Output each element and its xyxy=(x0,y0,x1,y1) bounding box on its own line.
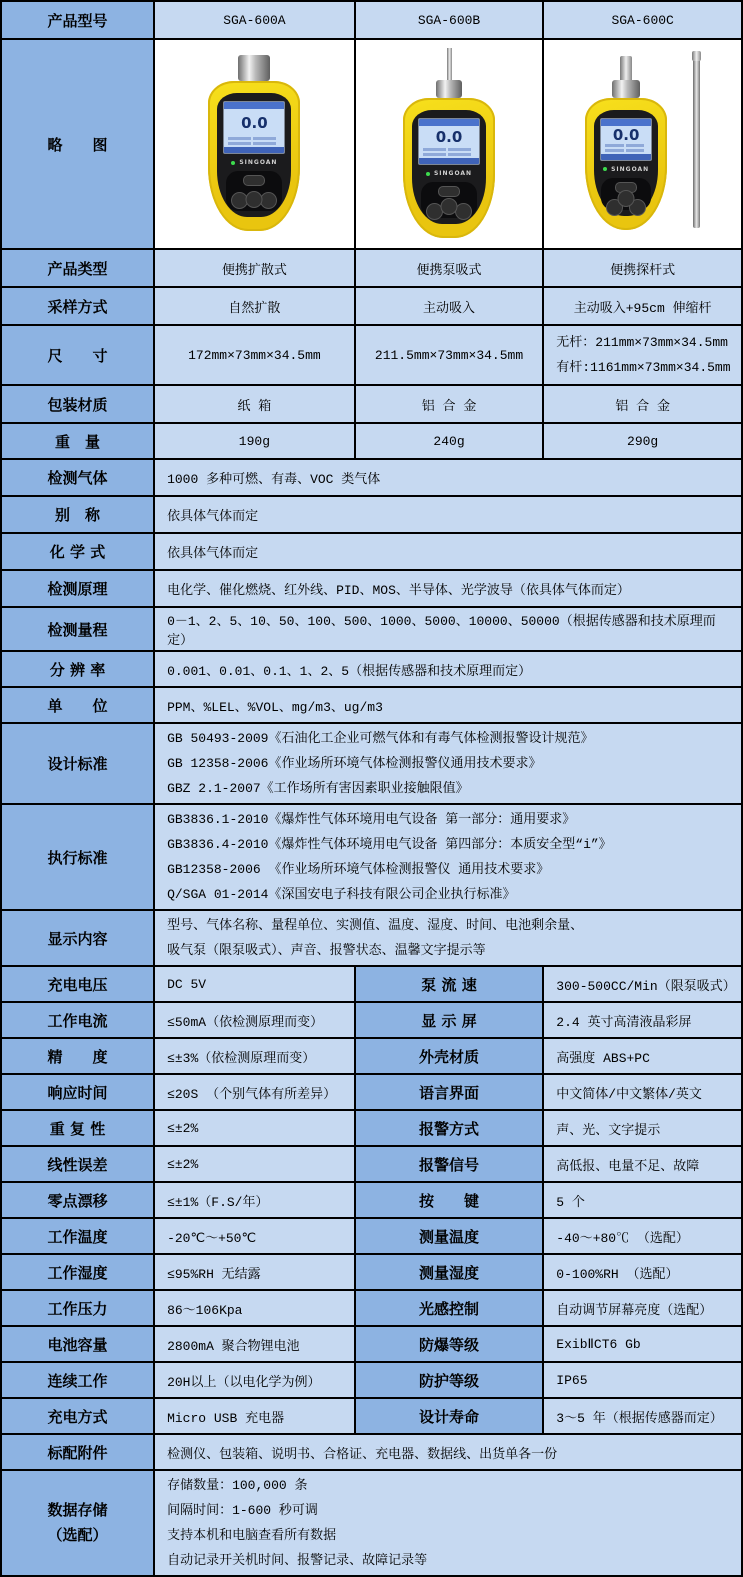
detect-range-value: 0－1、2、5、10、50、100、500、1000、5000、10000、50000（根据传感器和技术原理而定） xyxy=(154,607,742,651)
charging-method-label: 充电方式 xyxy=(1,1398,154,1434)
explosion-proof-label: 防爆等级 xyxy=(355,1326,544,1362)
continuous-working-label: 连续工作 xyxy=(1,1362,154,1398)
design-standard-label: 设计标准 xyxy=(1,723,154,804)
sampling-b: 主动吸入 xyxy=(355,287,544,325)
measure-temperature-label: 测量温度 xyxy=(355,1218,544,1254)
packing-material-label: 包装材质 xyxy=(1,385,154,423)
sampling-c: 主动吸入+95cm 伸缩杆 xyxy=(543,287,742,325)
button-pad xyxy=(226,171,282,211)
product-model-label: 产品型号 xyxy=(1,1,154,39)
shell-material-label: 外壳材质 xyxy=(355,1038,544,1074)
probe-rod xyxy=(620,56,632,80)
alarm-signal-label: 报警信号 xyxy=(355,1146,544,1182)
product-type-b: 便携泵吸式 xyxy=(355,249,544,287)
data-storage-label-line1: 数据存储 xyxy=(47,1501,108,1519)
row-accessories xyxy=(1,1434,742,1470)
alarm-mode-value: 声、光、文字提示 xyxy=(543,1110,742,1146)
row-working-current-display-screen xyxy=(1,1002,742,1038)
linearity-error-value: ≤±2% xyxy=(154,1146,355,1182)
dimensions-a: 172mm×73mm×34.5mm xyxy=(154,325,355,385)
working-temperature-value: -20℃～+50℃ xyxy=(154,1218,355,1254)
row-execution-standard xyxy=(1,804,742,910)
detect-gas-value: 1000 多种可燃、有毒、VOC 类气体 xyxy=(154,459,742,496)
dimensions-c-with-rod: 有杆:1161mm×73mm×34.5mm xyxy=(556,360,731,375)
protection-grade-value: IP65 xyxy=(543,1362,742,1398)
measure-humidity-label: 测量湿度 xyxy=(355,1254,544,1290)
sketch-cell-sga-600a xyxy=(154,39,355,249)
row-working-humidity-measure-humidity xyxy=(1,1254,742,1290)
sensor-cap xyxy=(612,80,640,98)
display-content-label: 显示内容 xyxy=(1,910,154,966)
battery-capacity-value: 2800mA 聚合物锂电池 xyxy=(154,1326,355,1362)
row-chemical-formula xyxy=(1,533,742,570)
row-data-storage xyxy=(1,1470,742,1576)
weight-c: 290g xyxy=(543,423,742,459)
design-standard-value xyxy=(154,723,742,804)
detect-principle-value: 电化学、催化燃烧、红外线、PID、MOS、半导体、光学波导（依具体气体而定） xyxy=(154,570,742,607)
alarm-signal-value: 高低报、电量不足、故障 xyxy=(543,1146,742,1182)
resolution-value: 0.001、0.01、0.1、1、2、5（根据传感器和技术原理而定） xyxy=(154,651,742,687)
dimensions-c xyxy=(543,325,742,385)
continuous-working-value: 20H以上（以电化学为例） xyxy=(154,1362,355,1398)
data-storage-line: 间隔时间：1-600 秒可调 xyxy=(167,1503,318,1518)
status-led xyxy=(231,161,235,165)
status-led xyxy=(603,167,607,171)
repeatability-label: 重 复 性 xyxy=(1,1110,154,1146)
zero-drift-value: ≤±1%（F.S/年） xyxy=(154,1182,355,1218)
language-label: 语言界面 xyxy=(355,1074,544,1110)
row-accuracy-shell-material xyxy=(1,1038,742,1074)
measure-temperature-value: -40～+80℃ （选配） xyxy=(543,1218,742,1254)
design-standard-line: GBZ 2.1-2007《工作场所有害因素职业接触限值》 xyxy=(167,781,469,796)
zero-drift-label: 零点漂移 xyxy=(1,1182,154,1218)
model-name-sga-600c: SGA-600C xyxy=(543,1,742,39)
measure-humidity-value: 0-100%RH （选配） xyxy=(543,1254,742,1290)
repeatability-value: ≤±2% xyxy=(154,1110,355,1146)
sampling-a: 自然扩散 xyxy=(154,287,355,325)
row-unit xyxy=(1,687,742,723)
execution-standard-label: 执行标准 xyxy=(1,804,154,910)
button-pad xyxy=(601,178,651,210)
screen-reading: 0.0 xyxy=(435,128,463,147)
shell-material-value: 高强度 ABS+PC xyxy=(543,1038,742,1074)
sketch-cell-sga-600b xyxy=(355,39,544,249)
screen-reading: 0.0 xyxy=(612,125,640,144)
row-design-standard xyxy=(1,723,742,804)
linearity-error-label: 线性误差 xyxy=(1,1146,154,1182)
working-temperature-label: 工作温度 xyxy=(1,1218,154,1254)
light-control-label: 光感控制 xyxy=(355,1290,544,1326)
accessories-label: 标配附件 xyxy=(1,1434,154,1470)
execution-standard-line: GB3836.4-2010《爆炸性气体环境用电气设备 第四部分：本质安全型“i”》 xyxy=(167,837,612,852)
sampling-method-label: 采样方式 xyxy=(1,287,154,325)
row-resolution xyxy=(1,651,742,687)
working-pressure-value: 86～106Kpa xyxy=(154,1290,355,1326)
data-storage-label xyxy=(1,1470,154,1576)
product-photo-sga-600b xyxy=(403,48,495,238)
weight-a: 190g xyxy=(154,423,355,459)
row-response-time-language xyxy=(1,1074,742,1110)
probe-rod xyxy=(447,48,452,80)
sketch-label: 略 图 xyxy=(1,39,154,249)
packing-b: 铝 合 金 xyxy=(355,385,544,423)
design-life-label: 设计寿命 xyxy=(355,1398,544,1434)
dimensions-b: 211.5mm×73mm×34.5mm xyxy=(355,325,544,385)
accuracy-value: ≤±3%（依检测原理而变） xyxy=(154,1038,355,1074)
sensor-cap xyxy=(238,55,270,81)
data-storage-line: 支持本机和电脑查看所有数据 xyxy=(167,1528,337,1543)
row-alias xyxy=(1,496,742,533)
product-type-label: 产品类型 xyxy=(1,249,154,287)
brand-text: SINGOAN xyxy=(239,159,278,167)
unit-value: PPM、%LEL、%VOL、mg/m3、ug/m3 xyxy=(154,687,742,723)
detect-principle-label: 检测原理 xyxy=(1,570,154,607)
screen-reading: 0.0 xyxy=(241,114,268,133)
pump-flow-value: 300-500CC/Min（限泵吸式） xyxy=(543,966,742,1002)
resolution-label: 分 辨 率 xyxy=(1,651,154,687)
sketch-cell-sga-600c xyxy=(543,39,742,249)
battery-capacity-label: 电池容量 xyxy=(1,1326,154,1362)
row-working-temp-measure-temp xyxy=(1,1218,742,1254)
light-control-value: 自动调节屏幕亮度（选配） xyxy=(543,1290,742,1326)
row-linearity-alarm-signal xyxy=(1,1146,742,1182)
charging-voltage-value: DC 5V xyxy=(154,966,355,1002)
detect-range-label: 检测量程 xyxy=(1,607,154,651)
chemical-formula-label: 化 学 式 xyxy=(1,533,154,570)
accuracy-label: 精 度 xyxy=(1,1038,154,1074)
brand-text: SINGOAN xyxy=(433,170,473,178)
explosion-proof-value: ExibⅡCT6 Gb xyxy=(543,1326,742,1362)
device-body xyxy=(403,98,495,238)
weight-label: 重 量 xyxy=(1,423,154,459)
row-display-content xyxy=(1,910,742,966)
unit-label: 单 位 xyxy=(1,687,154,723)
model-name-sga-600b: SGA-600B xyxy=(355,1,544,39)
row-packing-material xyxy=(1,385,742,423)
packing-c: 铝 合 金 xyxy=(543,385,742,423)
design-life-value: 3～5 年（根据传感器而定） xyxy=(543,1398,742,1434)
working-current-value: ≤50mA（依检测原理而变） xyxy=(154,1002,355,1038)
working-current-label: 工作电流 xyxy=(1,1002,154,1038)
accessories-value: 检测仪、包装箱、说明书、合格证、充电器、数据线、出货单各一份 xyxy=(154,1434,742,1470)
row-detect-gas xyxy=(1,459,742,496)
design-standard-line: GB 12358-2006《作业场所环境气体检测报警仪通用技术要求》 xyxy=(167,756,542,771)
display-screen-label: 显 示 屏 xyxy=(355,1002,544,1038)
pump-flow-label: 泵 流 速 xyxy=(355,966,544,1002)
display-content-line: 型号、气体名称、量程单位、实测值、温度、湿度、时间、电池剩余量、 xyxy=(167,918,584,933)
device-screen xyxy=(600,118,652,161)
row-repeatability-alarm-mode xyxy=(1,1110,742,1146)
status-led xyxy=(426,172,430,176)
model-name-sga-600a: SGA-600A xyxy=(154,1,355,39)
keys-value: 5 个 xyxy=(543,1182,742,1218)
execution-standard-value xyxy=(154,804,742,910)
working-humidity-label: 工作湿度 xyxy=(1,1254,154,1290)
alarm-mode-label: 报警方式 xyxy=(355,1110,544,1146)
button-pad xyxy=(421,182,477,218)
row-weight xyxy=(1,423,742,459)
charging-voltage-label: 充电电压 xyxy=(1,966,154,1002)
alias-value: 依具体气体而定 xyxy=(154,496,742,533)
design-standard-line: GB 50493-2009《石油化工企业可燃气体和有毒气体检测报警设计规范》 xyxy=(167,731,594,746)
sensor-cap xyxy=(436,80,462,98)
execution-standard-line: Q/SGA 01-2014《深国安电子科技有限公司企业执行标准》 xyxy=(167,887,516,902)
working-pressure-label: 工作压力 xyxy=(1,1290,154,1326)
charging-method-value: Micro USB 充电器 xyxy=(154,1398,355,1434)
product-type-a: 便携扩散式 xyxy=(154,249,355,287)
row-dimensions xyxy=(1,325,742,385)
row-detect-range xyxy=(1,607,742,651)
display-screen-value: 2.4 英寸高清液晶彩屏 xyxy=(543,1002,742,1038)
telescopic-probe-rod xyxy=(693,58,700,228)
row-zero-drift-keys xyxy=(1,1182,742,1218)
row-charging-voltage-pump-flow xyxy=(1,966,742,1002)
working-humidity-value: ≤95%RH 无结露 xyxy=(154,1254,355,1290)
row-sampling-method xyxy=(1,287,742,325)
display-content-line: 吸气泵（限泵吸式）、声音、报警状态、温馨文字提示等 xyxy=(167,943,486,958)
device-body xyxy=(585,98,667,230)
execution-standard-line: GB12358-2006 《作业场所环境气体检测报警仪 通用技术要求》 xyxy=(167,862,550,877)
data-storage-line: 存储数量：100,000 条 xyxy=(167,1478,308,1493)
product-type-c: 便携探杆式 xyxy=(543,249,742,287)
data-storage-line: 自动记录开关机时间、报警记录、故障记录等 xyxy=(167,1553,428,1568)
brand-text: SINGOAN xyxy=(611,165,650,173)
chemical-formula-value: 依具体气体而定 xyxy=(154,533,742,570)
language-value: 中文简体/中文繁体/英文 xyxy=(543,1074,742,1110)
device-screen xyxy=(223,101,285,154)
keys-label: 按 键 xyxy=(355,1182,544,1218)
execution-standard-line: GB3836.1-2010《爆炸性气体环境用电气设备 第一部分：通用要求》 xyxy=(167,812,576,827)
product-photo-sga-600c xyxy=(585,56,667,230)
display-content-value xyxy=(154,910,742,966)
packing-a: 纸 箱 xyxy=(154,385,355,423)
row-product-type xyxy=(1,249,742,287)
row-continuous-working-protection xyxy=(1,1362,742,1398)
device-screen xyxy=(418,118,480,165)
data-storage-value xyxy=(154,1470,742,1576)
row-charging-method-design-life xyxy=(1,1398,742,1434)
protection-grade-label: 防护等级 xyxy=(355,1362,544,1398)
row-working-pressure-light-control xyxy=(1,1290,742,1326)
dimensions-c-no-rod: 无杆：211mm×73mm×34.5mm xyxy=(556,335,728,350)
response-time-value: ≤20S （个别气体有所差异） xyxy=(154,1074,355,1110)
row-detect-principle xyxy=(1,570,742,607)
device-body xyxy=(208,81,300,231)
response-time-label: 响应时间 xyxy=(1,1074,154,1110)
product-photo-sga-600a xyxy=(208,55,300,231)
row-sketch xyxy=(1,39,742,249)
row-product-model xyxy=(1,1,742,39)
weight-b: 240g xyxy=(355,423,544,459)
data-storage-label-line2: （选配） xyxy=(47,1526,108,1544)
dimensions-label: 尺 寸 xyxy=(1,325,154,385)
detect-gas-label: 检测气体 xyxy=(1,459,154,496)
row-battery-explosion-proof xyxy=(1,1326,742,1362)
alias-label: 别 称 xyxy=(1,496,154,533)
